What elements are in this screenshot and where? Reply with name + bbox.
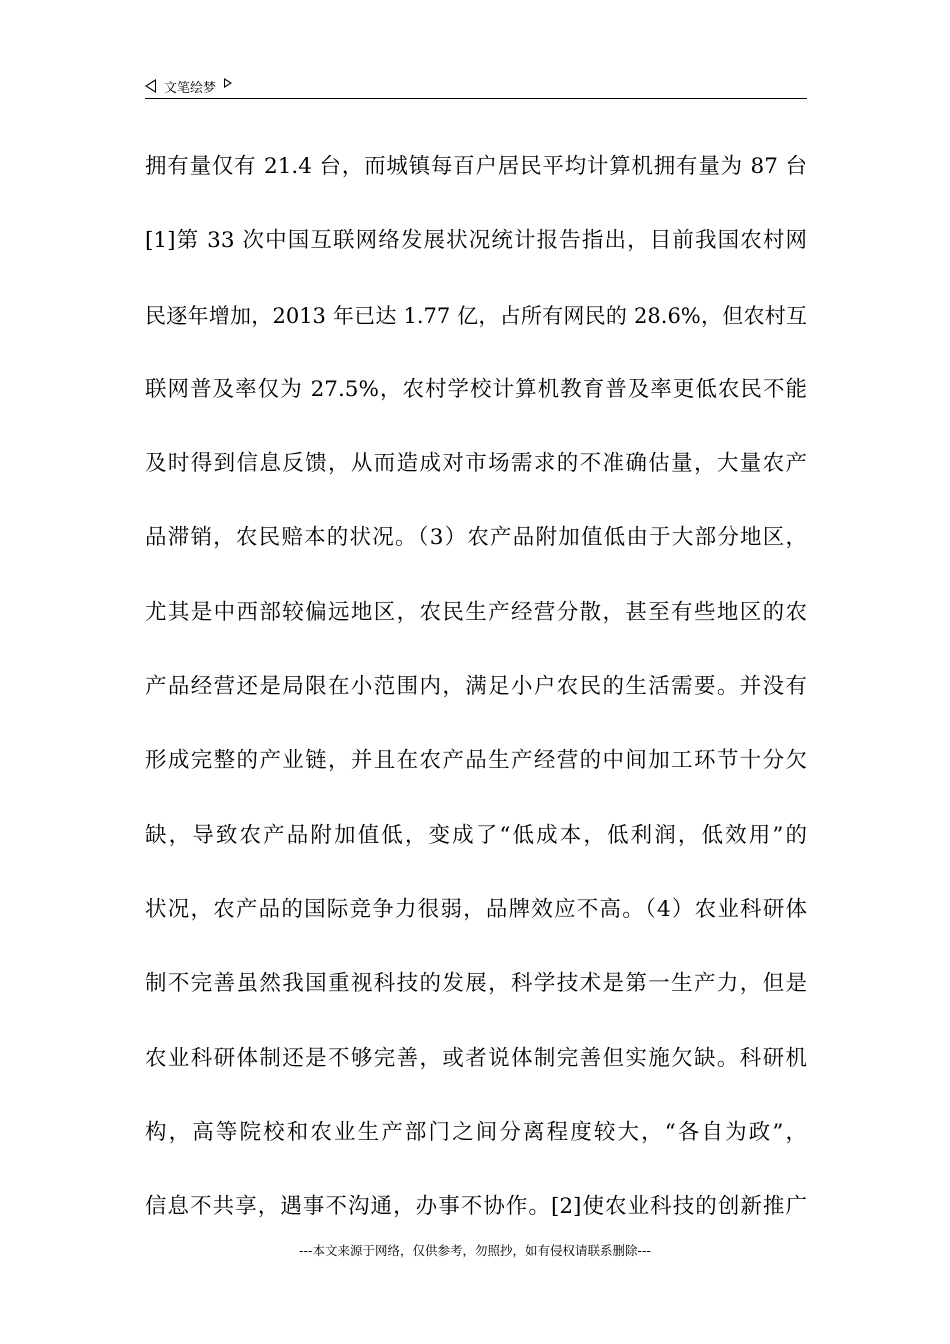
body-text [145,130,807,1244]
text-line: 缺，导致农产品附加值低，变成了“低成本，低利润，低效用”的 [145,822,807,848]
text-line: [1]第 33 次中国互联网络发展状况统计报告指出，目前我国农村网 [145,228,807,254]
triangle-right-icon [224,78,232,88]
triangle-left-icon [145,79,156,93]
text-line: 产品经营还是局限在小范围内，满足小户农民的生活需要。并没有 [145,674,807,700]
header-divider [145,98,807,99]
text-line: 状况，农产品的国际竞争力很弱，品牌效应不高。（4）农业科研体 [145,896,807,922]
text-line: 及时得到信息反馈，从而造成对市场需求的不准确估量，大量农产 [145,451,807,477]
page-header [145,74,807,98]
text-line: 制不完善虽然我国重视科技的发展，科学技术是第一生产力，但是 [145,971,807,997]
text-line: 尤其是中西部较偏远地区，农民生产经营分散，甚至有些地区的农 [145,599,807,625]
text-line: 品滞销，农民赔本的状况。（3）农产品附加值低由于大部分地区， [145,525,807,551]
text-line: 联网普及率仅为 27.5%，农村学校计算机教育普及率更低农民不能 [145,376,807,402]
text-line: 民逐年增加，2013 年已达 1.77 亿，占所有网民的 28.6%，但农村互 [145,303,807,328]
text-line: 农业科研体制还是不够完善，或者说体制完善但实施欠缺。科研机 [145,1045,807,1071]
footer-notice: ---本文来源于网络，仅供参考，勿照抄，如有侵权请联系删除--- [298,1243,652,1258]
text-line: 信息不共享，遇事不沟通，办事不协作。[2]使农业科技的创新推广 [145,1194,807,1220]
text-line: 形成完整的产业链，并且在农产品生产经营的中间加工环节十分欠 [145,748,807,774]
text-line: 构，高等院校和农业生产部门之间分离程度较大，“各自为政”， [145,1119,807,1145]
text-line: 拥有量仅有 21.4 台，而城镇每百户居民平均计算机拥有量为 87 台 [145,154,807,179]
header-title: 文笔绘梦 [164,80,217,96]
